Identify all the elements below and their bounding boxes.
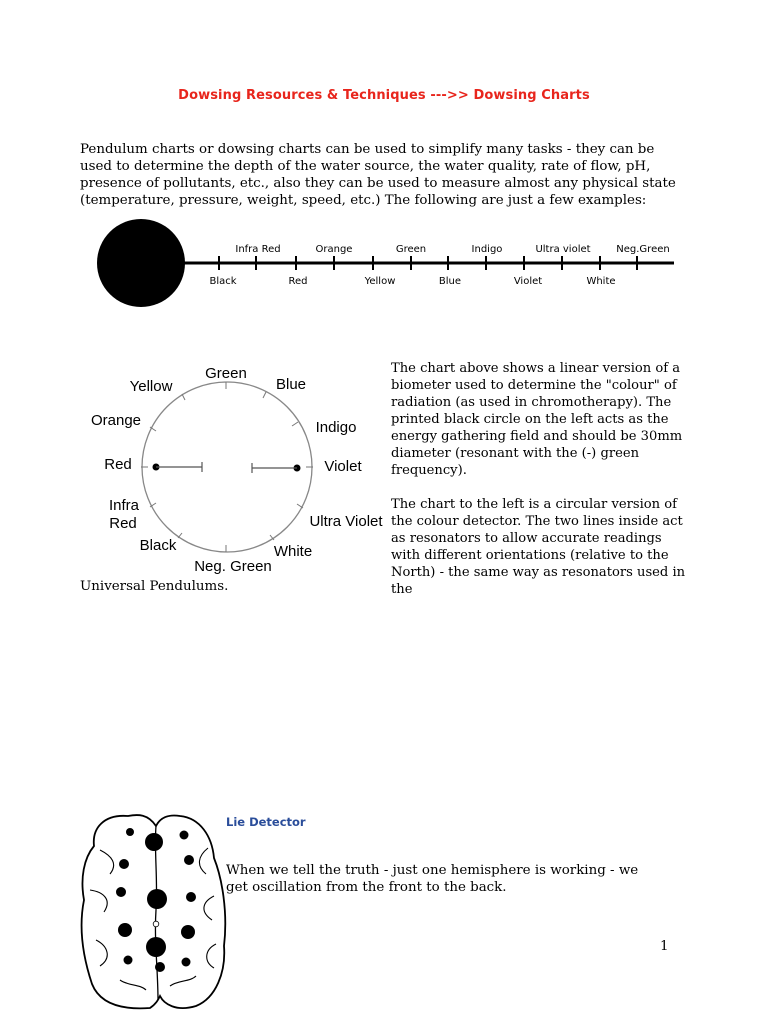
circle-label: Ultra Violet [309,513,383,530]
circle-label: Indigo [315,419,357,436]
circle-label: Neg. Green [194,558,272,575]
linear-top-label: Orange [315,244,353,255]
circular-chart-description: The chart to the left is a circular version of the colour detector. The two lines inside act as resonators to allow accurate readings with different orientations (relative to the North) - the same way as resonators used in the [391,497,686,597]
circle-label: Orange [90,412,142,429]
brain-diagram [0,0,240,1024]
circle-label: Violet [324,458,362,475]
circle-label: Red [109,515,137,532]
intro-paragraph: Pendulum charts or dowsing charts can be used to simplify many tasks - they can be used to determine the depth of the water source, the water quality, rate of flow, pH, presence of pollutants, etc., also they can be used to measure almost any physical state (temperature, pressure, weight, speed, etc.) The following are just a few examples: [80,142,676,208]
circle-label: Yellow [129,378,173,395]
circle-label: White [273,543,313,560]
circle-label: Red [104,456,132,473]
linear-top-label: Indigo [471,244,503,255]
description-continuation: Universal Pendulums. [80,579,229,594]
circle-label: Black [139,537,177,554]
circle-label: Infra [108,497,140,514]
lie-detector-text: When we tell the truth - just one hemisphere is working - we get oscillation from the front to the back. [226,863,639,895]
linear-bottom-label: Black [209,276,237,287]
right-resonator [252,463,301,473]
linear-top-label: Ultra violet [535,244,591,255]
circle-label: Green [205,365,247,382]
circle-label: Blue [275,376,307,393]
linear-bottom-label: Violet [513,276,543,287]
linear-bottom-label: Red [288,276,308,287]
linear-chart-description: The chart above shows a linear version of a biometer used to determine the "colour" of radiation (as used in chromotherapy). The printed black circle on the left acts as the energy gathering field and should be 30mm diameter (resonant with the (-) green frequency). [391,361,683,478]
linear-top-label: Infra Red [235,244,281,255]
chart-description [391,360,691,615]
linear-top-label: Neg.Green [616,244,670,255]
linear-top-label: Green [395,244,427,255]
linear-bottom-label: White [586,276,616,287]
page-number: 1 [660,939,669,954]
linear-bottom-label: Blue [438,276,462,287]
linear-bottom-label: Yellow [364,276,396,287]
page-heading: Dowsing Resources & Techniques --->> Dowsing Charts [178,88,590,103]
lie-detector-title: Lie Detector [226,815,306,829]
